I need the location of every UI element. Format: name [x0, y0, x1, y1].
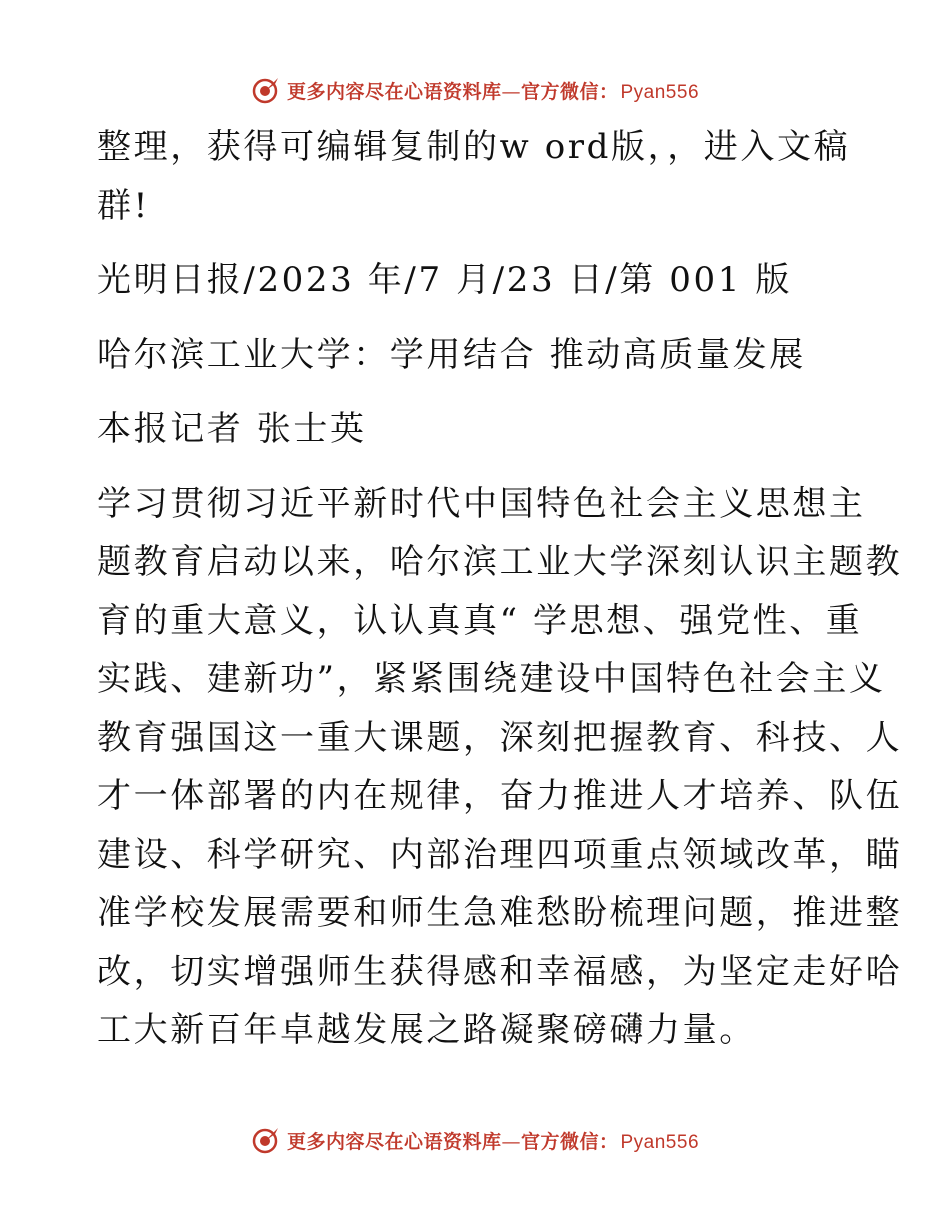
- body-line: 育的重大意义，认认真真“ 学思想、强党性、重: [97, 600, 863, 641]
- watermark-separator: —: [501, 80, 521, 103]
- quill-logo-icon: [251, 1125, 281, 1155]
- article-title: 哈尔滨工业大学：学用结合 推动高质量发展: [97, 334, 806, 375]
- header-watermark: [0, 70, 950, 110]
- watermark-wechat-id: Pyan556: [620, 1131, 700, 1153]
- watermark-main-text: 更多内容尽在心语资料库: [286, 80, 502, 103]
- body-line: 改，切实增强师生获得感和幸福感，为坚定走好哈: [97, 951, 903, 992]
- document-body: [97, 118, 903, 1060]
- body-line: 题教育启动以来，哈尔滨工业大学深刻认识主题教: [97, 542, 903, 582]
- watermark-main-text: 更多内容尽在心语资料库: [286, 1130, 502, 1153]
- watermark-wechat-id: Pyan556: [620, 81, 700, 103]
- intro-line: 群!: [97, 185, 150, 226]
- watermark-separator: —: [501, 1130, 521, 1153]
- watermark-official-label: 官方微信：: [520, 1130, 619, 1153]
- intro-line: 整理，获得可编辑复制的w ord版，，进入文稿: [97, 127, 851, 167]
- body-line: 工大新百年卓越发展之路凝聚磅礴力量。: [97, 1010, 756, 1050]
- body-line: 实践、建新功”，紧紧围绕建设中国特色社会主义: [97, 659, 886, 699]
- body-line: 建设、科学研究、内部治理四项重点领域改革，瞄: [97, 834, 903, 875]
- body-line: 学习贯彻习近平新时代中国特色社会主义思想主: [97, 483, 866, 524]
- quill-logo-icon: [251, 75, 281, 105]
- footer-watermark: [0, 1120, 950, 1160]
- source-line: 光明日报/2023 年/7 月/23 日/第 001 版: [97, 260, 792, 300]
- body-paragraph: [97, 475, 903, 1060]
- body-line: 准学校发展需要和师生急难愁盼梳理问题，推进整: [97, 893, 903, 933]
- byline: 本报记者 张士英: [97, 409, 367, 449]
- watermark-official-label: 官方微信：: [520, 80, 619, 103]
- body-line: 才一体部署的内在规律，奋力推进人才培养、队伍: [97, 776, 903, 816]
- body-line: 教育强国这一重大课题，深刻把握教育、科技、人: [97, 717, 903, 758]
- intro-paragraph: [97, 118, 857, 235]
